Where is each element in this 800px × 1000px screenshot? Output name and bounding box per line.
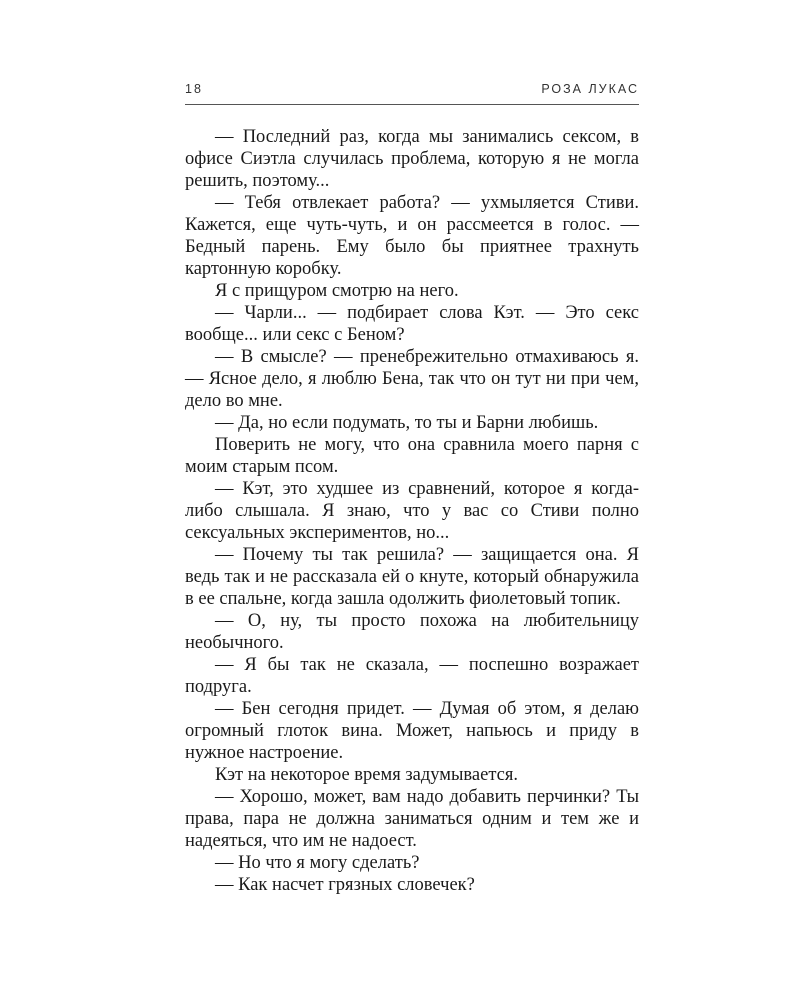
paragraph: Кэт на некоторое время задумывается. bbox=[215, 765, 518, 785]
running-head bbox=[185, 80, 639, 105]
page-number: 18 bbox=[185, 82, 203, 96]
body-text bbox=[185, 126, 639, 896]
paragraph: — Чарли... — подбирает слова Кэт. — Это секс вообще... или секс с Беном? bbox=[185, 303, 639, 345]
paragraph: — Хорошо, может, вам надо добавить перчинки? Ты права, пара не должна заниматься одним и тем же и надеяться, что им не надоест. bbox=[185, 787, 639, 851]
paragraph: — Последний раз, когда мы занимались сексом, в офисе Сиэтла случилась проблема, которую я не могла решить, поэтому... bbox=[185, 127, 639, 191]
paragraph: — Кэт, это худшее из сравнений, которое я когда-либо слышала. Я знаю, что у вас со Стиви полно сексуальных экспериментов, но... bbox=[185, 479, 639, 543]
paragraph: — Я бы так не сказала, — поспешно возражает подруга. bbox=[185, 655, 639, 697]
paragraph: — О, ну, ты просто похожа на любительницу необычного. bbox=[185, 611, 639, 653]
paragraph: — Бен сегодня придет. — Думая об этом, я делаю огромный глоток вина. Может, напьюсь и приду в нужное настроение. bbox=[185, 699, 639, 763]
book-author: РОЗА ЛУКАС bbox=[541, 82, 639, 96]
paragraph: Я с прищуром смотрю на него. bbox=[215, 281, 459, 301]
paragraph: — Как насчет грязных словечек? bbox=[215, 875, 475, 895]
paragraph: — Да, но если подумать, то ты и Барни любишь. bbox=[215, 413, 599, 433]
paragraph: — Почему ты так решила? — защищается она. Я ведь так и не рассказала ей о кнуте, который обнаружила в ее спальне, когда зашла одолжить фиолетовый топик. bbox=[185, 545, 639, 609]
paragraph: Поверить не могу, что она сравнила моего парня с моим старым псом. bbox=[185, 435, 639, 477]
paragraph: — Тебя отвлекает работа? — ухмыляется Стиви. Кажется, еще чуть-чуть, и он рассмеется в голос. — Бедный парень. Ему было бы приятнее трахнуть картонную коробку. bbox=[185, 193, 639, 279]
paragraph: — В смысле? — пренебрежительно отмахиваюсь я. — Ясное дело, я люблю Бена, так что он тут ни при чем, дело во мне. bbox=[185, 347, 639, 411]
paragraph: — Но что я могу сделать? bbox=[215, 853, 420, 873]
